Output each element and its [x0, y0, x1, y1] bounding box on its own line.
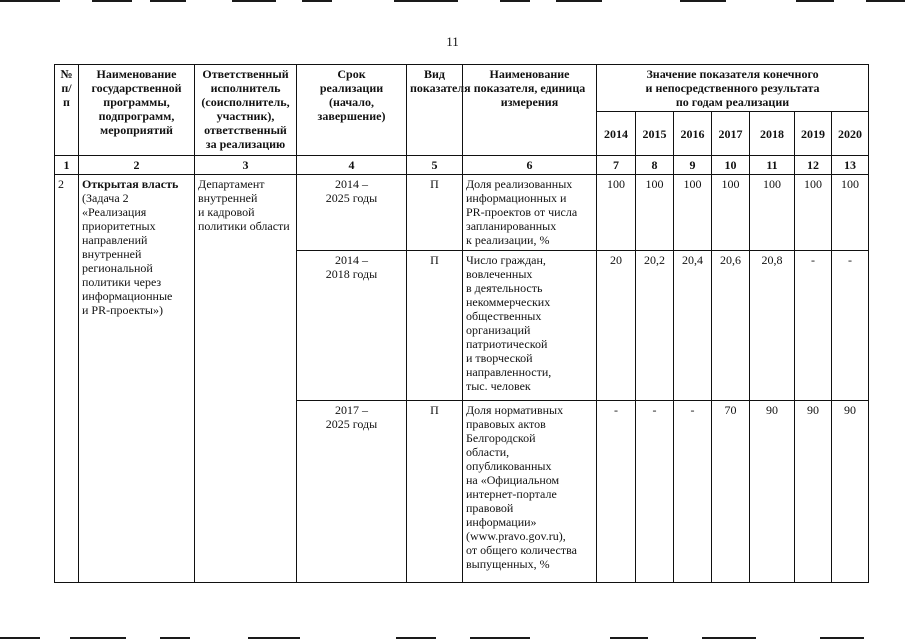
- column-number: 1: [55, 156, 79, 175]
- indicators-table: [54, 64, 869, 583]
- indicator-value: -: [636, 401, 674, 583]
- column-number: 5: [407, 156, 463, 175]
- indicator-kind: П: [407, 251, 463, 401]
- column-number: 6: [463, 156, 597, 175]
- indicator-name: Доля нормативных правовых актов Белгородской области, опубликованных на «Официальном интернет-портале правовой информации» (www.pravo.gov.ru), от общего количества выпущенных, %: [463, 401, 597, 583]
- program-description: (Задача 2 «Реализация приоритетных направлений внутренней региональной политики через информационные и PR-проекты»): [82, 191, 173, 317]
- indicator-value: -: [832, 251, 869, 401]
- indicator-value: 20: [597, 251, 636, 401]
- indicator-value: 90: [750, 401, 795, 583]
- header-responsible: Ответственный исполнитель (соисполнитель, участник), ответственный за реализацию: [195, 65, 297, 156]
- program-title: Открытая власть: [82, 177, 179, 191]
- header-year: 2020: [832, 112, 869, 156]
- indicator-value: 90: [832, 401, 869, 583]
- indicator-value: -: [795, 251, 832, 401]
- column-number: 4: [297, 156, 407, 175]
- indicator-value: 100: [832, 175, 869, 251]
- header-term: Срок реализации (начало, завершение): [297, 65, 407, 156]
- column-numbers-row: [55, 156, 869, 175]
- indicator-value: 100: [750, 175, 795, 251]
- header-year: 2018: [750, 112, 795, 156]
- program-cell: [79, 175, 195, 583]
- header-year: 2015: [636, 112, 674, 156]
- indicator-value: 90: [795, 401, 832, 583]
- indicator-value: 20,2: [636, 251, 674, 401]
- indicator-value: 100: [795, 175, 832, 251]
- indicator-value: 20,4: [674, 251, 712, 401]
- indicator-value: 100: [597, 175, 636, 251]
- indicator-value: 20,8: [750, 251, 795, 401]
- page-number: 11: [446, 34, 459, 49]
- header-values-group: Значение показателя конечного и непосредственного результата по годам реализации: [597, 65, 869, 112]
- header-year: 2019: [795, 112, 832, 156]
- indicator-name: Число граждан, вовлеченных в деятельность некоммерческих общественных организаций патриотической и творческой направленности, тыс. человек: [463, 251, 597, 401]
- indicator-value: 100: [674, 175, 712, 251]
- scan-edge-top: [0, 0, 905, 3]
- column-number: 9: [674, 156, 712, 175]
- column-number: 11: [750, 156, 795, 175]
- header-indicator-kind: Вид показателя: [407, 65, 463, 156]
- column-number: 10: [712, 156, 750, 175]
- indicator-kind: П: [407, 175, 463, 251]
- header-number: № п/п: [55, 65, 79, 156]
- column-number: 12: [795, 156, 832, 175]
- column-number: 13: [832, 156, 869, 175]
- header-year: 2017: [712, 112, 750, 156]
- indicator-value: 20,6: [712, 251, 750, 401]
- table-row: [55, 175, 869, 251]
- column-number: 7: [597, 156, 636, 175]
- indicator-term: 2014 – 2018 годы: [297, 251, 407, 401]
- column-number: 8: [636, 156, 674, 175]
- indicator-value: -: [674, 401, 712, 583]
- indicator-value: 70: [712, 401, 750, 583]
- program-number: 2: [55, 175, 79, 583]
- header-program-name: Наименование государственной программы, подпрограмм, мероприятий: [79, 65, 195, 156]
- header-year: 2014: [597, 112, 636, 156]
- column-number: 3: [195, 156, 297, 175]
- column-number: 2: [79, 156, 195, 175]
- indicator-value: 100: [712, 175, 750, 251]
- program-responsible: Департамент внутренней и кадровой политики области: [195, 175, 297, 583]
- header-indicator-name: Наименование показателя, единица измерения: [463, 65, 597, 156]
- indicator-value: -: [597, 401, 636, 583]
- indicator-name: Доля реализованных информационных и PR-проектов от числа запланированных к реализации, %: [463, 175, 597, 251]
- indicator-term: 2017 – 2025 годы: [297, 401, 407, 583]
- indicator-value: 100: [636, 175, 674, 251]
- header-year: 2016: [674, 112, 712, 156]
- indicator-kind: П: [407, 401, 463, 583]
- indicator-term: 2014 – 2025 годы: [297, 175, 407, 251]
